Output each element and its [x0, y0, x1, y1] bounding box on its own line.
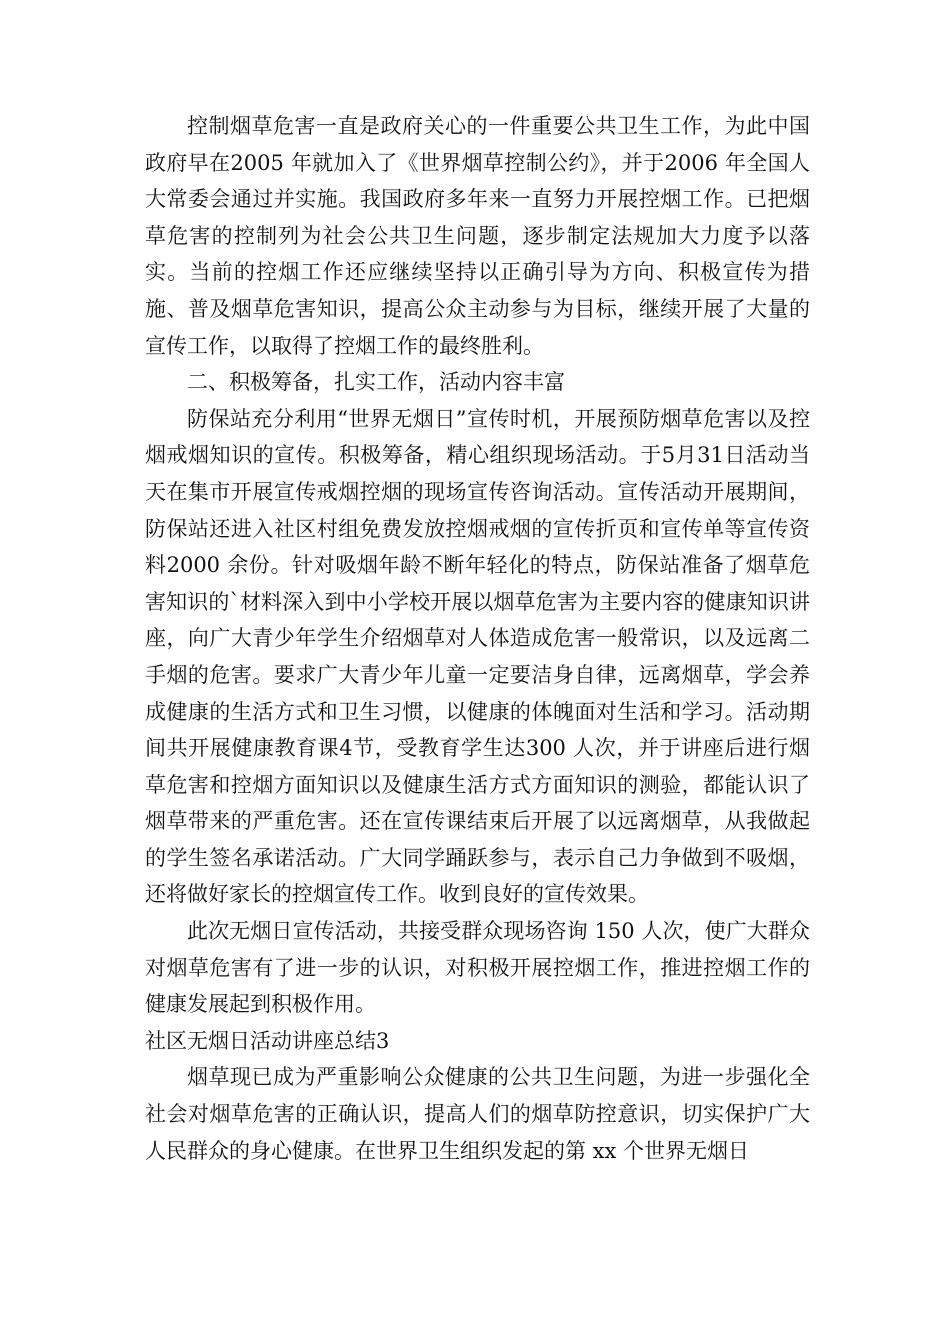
paragraph-tobacco-control-policy: 控制烟草危害一直是政府关心的一件重要公共卫生工作，为此中国政府早在2005 年就加入了《世界烟草控制公约》，并于2006 年全国人大常委会通过并实施。我国政府多年来一直努力开展控烟工作。已把烟草危害的控制列为社会公共卫生问题，逐步制定法规加大力度予以落实。当前的控烟工作还应继续坚持以正确引导为方向、积极宣传为措施、普及烟草危害知识，提高公众主动参与为目标，继续开展了大量的宣传工作，以取得了控烟工作的最终胜利。: [145, 114, 810, 358]
section-heading-preparation: 二、积极筹备，扎实工作，活动内容丰富: [187, 370, 565, 395]
document-page: [145, 108, 810, 1169]
section-title-summary-3: 社区无烟日活动讲座总结3: [145, 1028, 390, 1053]
paragraph-activities: 防保站充分利用“世界无烟日”宣传时机，开展预防烟草危害以及控烟戒烟知识的宣传。积极筹备，精心组织现场活动。于5月31日活动当天在集市开展宣传戒烟控烟的现场宣传咨询活动。宣传活动开展期间，防保站还进入社区村组免费发放控烟戒烟的宣传折页和宣传单等宣传资料2000 余份。针对吸烟年龄不断年轻化的特点，防保站准备了烟草危害知识的`材料深入到中小学校开展以烟草危害为主要内容的健康知识讲座，向广大青少年学生介绍烟草对人体造成危害一般常识，以及远离二手烟的危害。要求广大青少年儿童一定要洁身自律，远离烟草，学会养成健康的生活方式和卫生习惯，以健康的体魄面对生活和学习。活动期间共开展健康教育课4节，受教育学生达300 人次，并于讲座后进行烟草危害和控烟方面知识以及健康生活方式方面知识的测验，都能认识了烟草带来的严重危害。还在宣传课结束后开展了以远离烟草，从我做起的学生签名承诺活动。广大同学踊跃参与，表示自己力争做到不吸烟，还将做好家长的控烟宣传工作。收到良好的宣传效果。: [145, 406, 810, 907]
paragraph-results: 此次无烟日宣传活动，共接受群众现场咨询 150 人次，使广大群众对烟草危害有了进一步的认识，对积极开展控烟工作，推进控烟工作的健康发展起到积极作用。: [145, 919, 810, 1017]
paragraph-introduction: 烟草现已成为严重影响公众健康的公共卫生问题，为进一步强化全社会对烟草危害的正确认识，提高人们的烟草防控意识，切实保护广大人民群众的身心健康。在世界卫生组织发起的第 xx 个世界无烟日: [145, 1065, 810, 1163]
